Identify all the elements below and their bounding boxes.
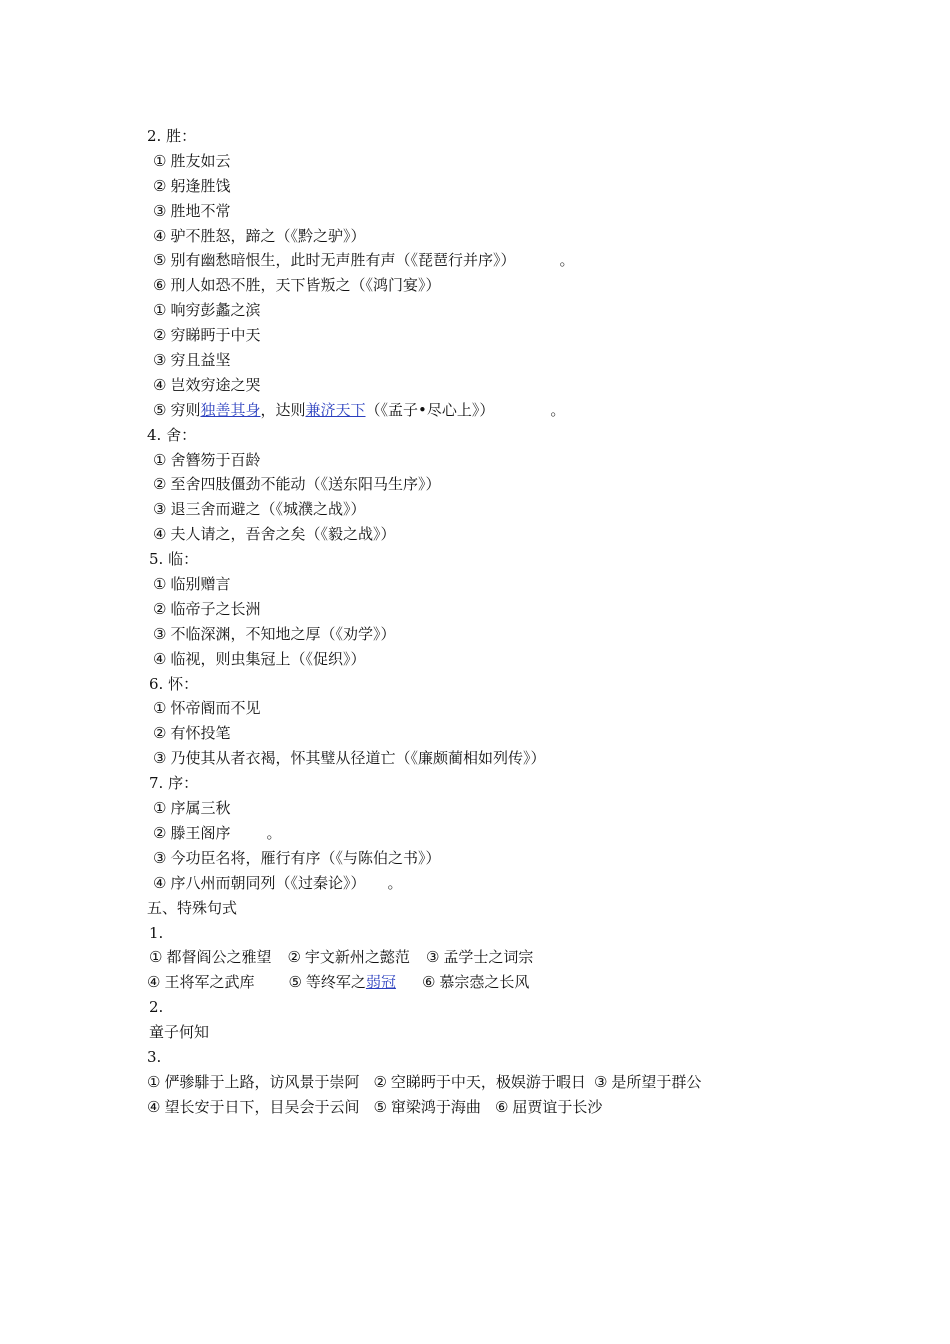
section-4-heading: 4. 舍： (147, 425, 197, 444)
list-item: ① 序属三秋 (153, 799, 231, 818)
link-du-shan-qi-shen[interactable]: 独善其身 (200, 400, 261, 419)
list-item: ② 至舍四肢僵劲不能动（《送东阳马生序》） (153, 475, 441, 494)
list-item: ⑤ 穷则独善其身，达则兼济天下（《孟子•尽心上》） 。 (153, 400, 566, 419)
special-number-3: 3. (147, 1047, 162, 1066)
list-item: ③ 退三舍而避之（《城濮之战》） (153, 500, 366, 519)
list-item: ④ 夫人请之，吾舍之矣（《毅之战》） (153, 525, 396, 544)
special-number-2: 2. (149, 998, 164, 1017)
list-item: ③ 今功臣名将，雁行有序（《与陈伯之书》） (153, 848, 441, 867)
list-item: ④ 临视，则虫集冠上（《促织》） (153, 649, 366, 668)
special-row-4: ④ 望长安于日下，目吴会于云间 ⑤ 窜梁鸿于海曲 ⑥ 屈贾谊于长沙 (147, 1097, 603, 1116)
list-item: ③ 胜地不常 (153, 201, 231, 220)
list-item: ③ 不临深渊，不知地之厚（《劝学》） (153, 624, 396, 643)
list-item: ④ 岂效穷途之哭 (153, 375, 261, 394)
list-item: ① 胜友如云 (153, 151, 231, 170)
list-item: ② 躬逢胜饯 (153, 176, 231, 195)
link-ruo-guan[interactable]: 弱冠 (365, 973, 396, 992)
section-6-heading: 6. 怀： (149, 674, 199, 693)
special-row-2: ④ 王将军之武库 ⑤ 等终军之弱冠 ⑥ 慕宗悫之长风 (147, 973, 530, 992)
list-item: ① 临别赠言 (153, 575, 231, 594)
list-item: ⑤ 别有幽愁暗恨生，此时无声胜有声（《琵琶行并序》） 。 (153, 251, 575, 270)
document-page (147, 124, 847, 1120)
special-row-3: ① 俨骖騑于上路，访风景于崇阿 ② 空睇眄于中天，极娱游于暇日 ③ 是所望于群公 (147, 1072, 702, 1091)
list-item: ① 怀帝阍而不见 (153, 699, 261, 718)
section-2-heading: 2. 胜： (147, 127, 197, 145)
list-item: ② 临帝子之长洲 (153, 599, 261, 618)
list-item: ① 响穷彭蠡之滨 (153, 301, 261, 320)
list-item: ④ 驴不胜怒，蹄之（《黔之驴》） (153, 226, 366, 245)
list-item: ④ 序八州而朝同列（《过秦论》） 。 (153, 873, 403, 892)
list-item: ① 舍簪笏于百龄 (153, 450, 261, 469)
list-item: ③ 穷且益坚 (153, 351, 231, 370)
special-tongzi: 童子何知 (149, 1023, 210, 1042)
list-item: ⑥ 刑人如恐不胜，天下皆叛之（《鸿门宴》） (153, 276, 441, 295)
section-7-heading: 7. 序： (149, 774, 199, 793)
link-jian-ji-tian-xia[interactable]: 兼济天下 (305, 400, 366, 419)
list-item: ② 滕王阁序 。 (153, 823, 282, 842)
list-item: ② 穷睇眄于中天 (153, 326, 261, 345)
special-sentences-title: 五、特殊句式 (147, 898, 238, 917)
special-row-1: ① 都督阎公之雅望 ② 宇文新州之懿范 ③ 孟学士之词宗 (149, 948, 534, 967)
section-5-heading: 5. 临： (149, 550, 199, 569)
list-item: ③ 乃使其从者衣褐，怀其璧从径道亡（《廉颇蔺相如列传》） (153, 749, 546, 768)
special-number-1: 1. (149, 923, 164, 942)
list-item: ② 有怀投笔 (153, 724, 231, 743)
